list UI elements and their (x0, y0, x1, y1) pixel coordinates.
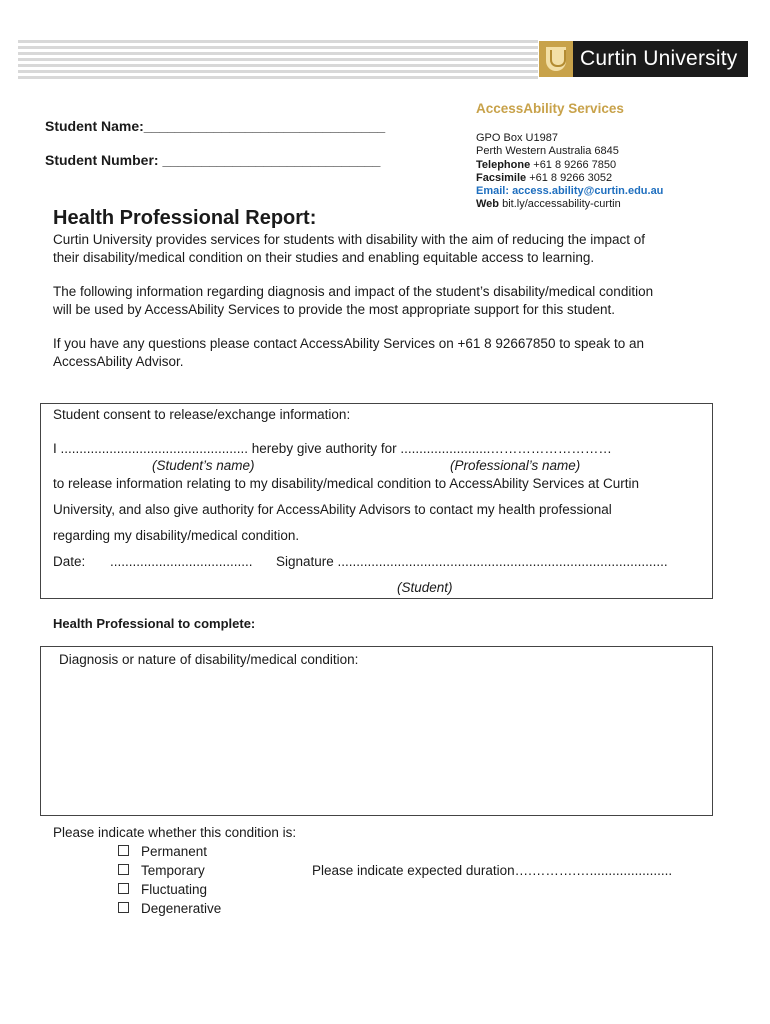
authority-line[interactable]: I .................................................. hereby give authority for ........................……………………… (53, 441, 612, 456)
address: Perth Western Australia 6845 (476, 145, 619, 158)
checkbox[interactable] (118, 883, 129, 894)
date-field[interactable]: ...................................... (110, 554, 253, 569)
checkbox[interactable] (118, 845, 129, 856)
contact-block (476, 132, 663, 212)
consent-heading: Student consent to release/exchange information: (53, 407, 351, 422)
option-degenerative[interactable]: Degenerative (118, 901, 221, 920)
info-paragraph: The following information regarding diagnosis and impact of the student’s disability/medical condition will be used by AccessAbility Services to provide the most appropriate support for this student. (53, 284, 654, 317)
option-permanent[interactable]: Permanent (118, 844, 221, 863)
checkbox[interactable] (118, 902, 129, 913)
facsimile-line: Facsimile +61 8 9266 3052 (476, 171, 613, 184)
web-line: Web bit.ly/accessability-curtin (476, 198, 621, 211)
header-stripes (18, 40, 538, 80)
accessability-title: AccessAbility Services (476, 101, 624, 116)
professional-heading: Health Professional to complete: (53, 616, 256, 631)
option-temporary[interactable]: Temporary (118, 863, 221, 882)
email-link[interactable]: Email: access.ability@curtin.edu.au (476, 185, 664, 198)
report-title: Health Professional Report: (53, 207, 317, 229)
student-caption: (Student) (397, 580, 453, 595)
contact-paragraph: If you have any questions please contact AccessAbility Services on +61 8 92667850 to speak to an AccessAbility Advisor. (53, 336, 645, 369)
signature-field[interactable]: Signature ........................................................................................ (276, 554, 668, 569)
consent-text-1: to release information relating to my disability/medical condition to AccessAbility Services at Curtin (53, 476, 640, 491)
curtin-logo (539, 41, 748, 77)
condition-question: Please indicate whether this condition is: (53, 825, 297, 840)
intro-paragraph: Curtin University provides services for students with disability with the aim of reducing the impact of their disability/medical condition on their studies and enabling equitable access to learning. (53, 232, 645, 265)
consent-text-3: regarding my disability/medical condition. (53, 528, 300, 543)
students-name-caption: (Student’s name) (152, 458, 255, 473)
web-link[interactable]: bit.ly/accessability-curtin (502, 198, 621, 211)
condition-options (118, 844, 221, 920)
consent-text-2: University, and also give authority for AccessAbility Advisors to contact my health professional (53, 502, 612, 517)
student-number-field[interactable]: Student Number: ____________________________ (45, 152, 381, 168)
date-label: Date: (53, 554, 86, 569)
diagnosis-label: Diagnosis or nature of disability/medical condition: (59, 652, 359, 667)
telephone-line: Telephone +61 8 9266 7850 (476, 158, 617, 171)
professionals-name-caption: (Professional’s name) (450, 458, 581, 473)
consent-box (40, 403, 713, 599)
po-box: GPO Box U1987 (476, 132, 558, 144)
checkbox[interactable] (118, 864, 129, 875)
logo-text: Curtin University (580, 47, 738, 70)
diagnosis-box[interactable] (40, 646, 713, 816)
option-fluctuating[interactable]: Fluctuating (118, 882, 221, 901)
crest-icon (539, 41, 573, 77)
duration-field[interactable]: Please indicate expected duration….……….…...................... (312, 863, 673, 878)
student-name-field[interactable]: Student Name:_______________________________ (45, 118, 386, 134)
